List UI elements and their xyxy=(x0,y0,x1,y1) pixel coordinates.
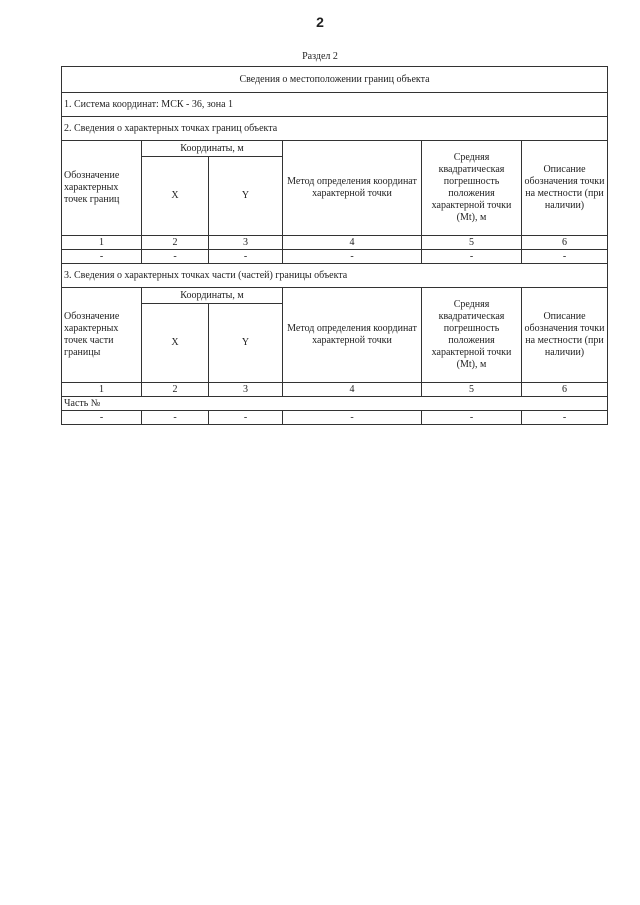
column-number: 1 xyxy=(62,383,142,397)
table-cell: - xyxy=(522,411,608,425)
table-cell: - xyxy=(62,411,142,425)
column-number: 5 xyxy=(422,383,522,397)
header-coords: Координаты, м xyxy=(142,141,283,157)
section3-title: 3. Сведения о характерных точках части (частей) границы объекта xyxy=(62,264,608,288)
column-number: 4 xyxy=(283,236,422,250)
header-designation-part: Обозначение характерных точек части границы xyxy=(62,288,142,383)
section2-title: 2. Сведения о характерных точках границ объекта xyxy=(62,117,608,141)
header-error-part: Средняя квадратическая погрешность положения характерной точки (Mt), м xyxy=(422,288,522,383)
column-number: 6 xyxy=(522,236,608,250)
table-cell: - xyxy=(283,411,422,425)
column-number: 5 xyxy=(422,236,522,250)
coord-system-row: 1. Система координат: МСК - 36, зона 1 xyxy=(62,93,608,117)
column-number: 3 xyxy=(209,383,283,397)
table-row xyxy=(62,411,608,425)
header-description: Описание обозначения точки на местности (при наличии) xyxy=(522,141,608,236)
page-number: 2 xyxy=(316,14,324,30)
header-description-part: Описание обозначения точки на местности (при наличии) xyxy=(522,288,608,383)
table-cell: - xyxy=(283,250,422,264)
table-cell: - xyxy=(142,250,209,264)
column-number-row xyxy=(62,383,608,397)
section-label: Раздел 2 xyxy=(302,51,338,62)
table-cell: - xyxy=(62,250,142,264)
column-number: 3 xyxy=(209,236,283,250)
header-x: X xyxy=(142,157,209,236)
header-method: Метод определения координат характерной точки xyxy=(283,141,422,236)
header-method-part: Метод определения координат характерной точки xyxy=(283,288,422,383)
header-x-part: X xyxy=(142,304,209,383)
table-cell: - xyxy=(209,411,283,425)
column-number: 6 xyxy=(522,383,608,397)
header-error: Средняя квадратическая погрешность положения характерной точки (Mt), м xyxy=(422,141,522,236)
column-number: 4 xyxy=(283,383,422,397)
table-cell: - xyxy=(522,250,608,264)
column-number: 1 xyxy=(62,236,142,250)
header-y: Y xyxy=(209,157,283,236)
table-cell: - xyxy=(422,250,522,264)
header-coords-part: Координаты, м xyxy=(142,288,283,304)
table-title: Сведения о местоположении границ объекта xyxy=(62,67,608,93)
column-number: 2 xyxy=(142,236,209,250)
table-cell: - xyxy=(209,250,283,264)
header-designation: Обозначение характерных точек границ xyxy=(62,141,142,236)
table-cell: - xyxy=(422,411,522,425)
boundary-table xyxy=(61,66,608,425)
part-label-row: Часть № xyxy=(62,397,608,411)
column-number: 2 xyxy=(142,383,209,397)
table-row xyxy=(62,250,608,264)
column-number-row xyxy=(62,236,608,250)
header-y-part: Y xyxy=(209,304,283,383)
table-cell: - xyxy=(142,411,209,425)
